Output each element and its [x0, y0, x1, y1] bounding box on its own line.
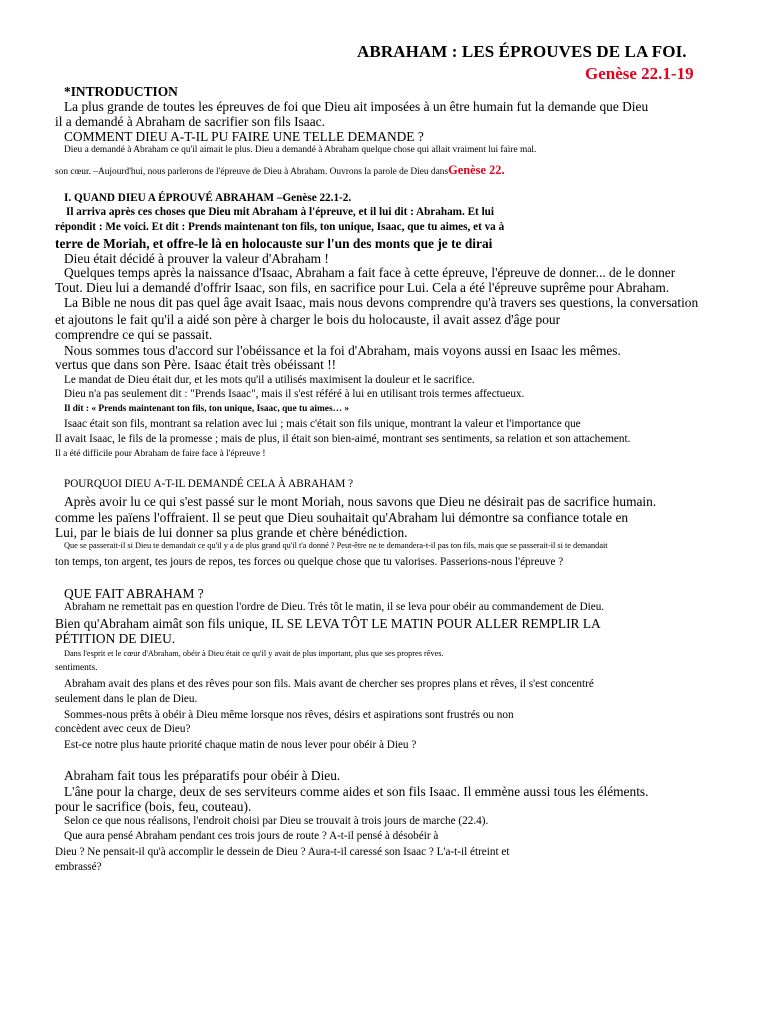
body-line: et ajoutons le fait qu'il a aidé son père à charger le bois du holocauste, il avait assez d'âge pour — [55, 312, 561, 327]
body-line: L'âne pour la charge, deux de ses serviteurs comme aides et son fils Isaac. Il emmène aussi tous les éléments. — [64, 784, 649, 799]
body-line: vertus que dans son Père. Isaac était très obéissant !! — [55, 357, 337, 372]
body-line: Nous sommes tous d'accord sur l'obéissance et la foi d'Abraham, mais voyons aussi en Isaac les mêmes. — [64, 343, 621, 358]
body-line: Abraham fait tous les préparatifs pour obéir à Dieu. — [64, 768, 341, 783]
body-line: Lui, par le biais de lui donner sa plus grande et chère bénédiction. — [55, 525, 408, 540]
body-line: embrassé? — [55, 861, 102, 873]
body-line: Le mandat de Dieu était dur, et les mots qu'il a utilisés maximisent la douleur et le sacrifice. — [64, 374, 475, 386]
body-line: Dieu était décidé à prouver la valeur d'Abraham ! — [64, 251, 329, 266]
body-line: comme les païens l'offraient. Il se peut que Dieu souhaitait qu'Abraham lui démontre sa confiance totale en — [55, 510, 629, 525]
body-line: Sommes-nous prêts à obéir à Dieu même lorsque nos rêves, désirs et aspirations sont frustrés ou non — [64, 709, 514, 721]
section-heading: QUE FAIT ABRAHAM ? — [64, 586, 204, 601]
body-line: pour le sacrifice (bois, feu, couteau). — [55, 799, 252, 814]
body-line: Dans l'esprit et le cœur d'Abraham, obéir à Dieu était ce qu'il y avait de plus important, plus que ses propres rêves. — [64, 649, 444, 658]
body-line: seulement dans le plan de Dieu. — [55, 693, 198, 705]
body-line: Selon ce que nous réalisons, l'endroit choisi par Dieu se trouvait à trois jours de marche (22.4). — [64, 815, 489, 827]
body-line: ton temps, ton argent, tes jours de repos, tes forces ou quelque chose que tu valorises. Passerions-nous l'épreuve ? — [55, 556, 564, 568]
body-line: Quelques temps après la naissance d'Isaac, Abraham a fait face à cette épreuve, l'épreuve de donner... de le donner — [64, 265, 676, 280]
body-line: Est-ce notre plus haute priorité chaque matin de nous lever pour obéir à Dieu ? — [64, 739, 417, 751]
body-line: Il avait Isaac, le fils de la promesse ; mais de plus, il était son bien-aimé, montrant ses sentiments, sa relation et son attachement. — [55, 433, 631, 445]
body-line: Tout. Dieu lui a demandé d'offrir Isaac, son fils, en sacrifice pour Lui. Cela a été l'épreuve suprême pour Abraham. — [55, 280, 670, 295]
body-line: Que aura pensé Abraham pendant ces trois jours de route ? A-t-il pensé à désobéir à — [64, 830, 439, 842]
body-line: concèdent avec ceux de Dieu? — [55, 723, 191, 735]
intro-heading: *INTRODUCTION — [64, 84, 178, 99]
intro-paragraph-line: La plus grande de toutes les épreuves de foi que Dieu ait imposées à un être humain fut la demande que Dieu — [64, 99, 649, 114]
body-line: Après avoir lu ce qui s'est passé sur le mont Moriah, nous savons que Dieu ne désirait pas de sacrifice humain. — [64, 494, 657, 509]
document-title: ABRAHAM : LES ÉPROUVES DE LA FOI. — [357, 42, 687, 61]
intro-paragraph-line — [55, 164, 505, 178]
body-line: Que se passerait-il si Dieu te demandait ce qu'il y a de plus grand qu'il t'a donné ? Peut-être ne te demandera-t-il pas ton fils, mais que se passerait-il si te demandait — [64, 541, 608, 550]
intro-question: COMMENT DIEU A-T-IL PU FAIRE UNE TELLE DEMANDE ? — [64, 129, 424, 144]
intro-reference: Genèse 22. — [448, 163, 505, 177]
body-line: Isaac était son fils, montrant sa relation avec lui ; mais c'était son fils unique, montrant la valeur et l'importance que — [64, 418, 581, 430]
body-line: Dieu n'a pas seulement dit : "Prends Isaac", mais il s'est référé à lui en utilisant trois termes affectueux. — [64, 388, 525, 400]
body-line: Dieu ? Ne pensait-il qu'à accomplir le dessein de Dieu ? Aura-t-il caressé son Isaac ? L'a-t-il étreint et — [55, 846, 510, 858]
intro-paragraph-line: il a demandé à Abraham de sacrifier son fils Isaac. — [55, 114, 325, 129]
body-line: comprendre ce qui se passait. — [55, 327, 213, 342]
body-line: Il a été difficile pour Abraham de faire face à l'épreuve ! — [55, 449, 266, 459]
intro-text: son cœur. –Aujourd'hui, nous parlerons de l'épreuve de Dieu à Abraham. Ouvrons la parole de Dieu dans — [55, 167, 449, 177]
body-line: Abraham ne remettait pas en question l'ordre de Dieu. Très tôt le matin, il se leva pour obéir au commandement de Dieu. — [64, 601, 605, 613]
body-line: sentiments. — [55, 663, 98, 673]
body-line: La Bible ne nous dit pas quel âge avait Isaac, mais nous devons comprendre qu'à travers ses questions, la conversation — [64, 295, 699, 310]
verse-line: Il arriva après ces choses que Dieu mit Abraham à l'épreuve, et il lui dit : Abraham. Et lui — [66, 206, 495, 218]
section-heading: POURQUOI DIEU A-T-IL DEMANDÉ CELA À ABRAHAM ? — [64, 478, 354, 490]
verse-line: terre de Moriah, et offre-le là en holocauste sur l'un des monts que je te dirai — [55, 236, 493, 251]
scripture-reference: Genèse 22.1-19 — [585, 64, 694, 83]
verse-quote: Il dit : « Prends maintenant ton fils, ton unique, Isaac, que tu aimes… » — [64, 404, 350, 414]
intro-paragraph-line: Dieu a demandé à Abraham ce qu'il aimait le plus. Dieu a demandé à Abraham quelque chose qui allait vraiment lui faire mal. — [64, 145, 537, 155]
section-heading: I. QUAND DIEU A ÉPROUVÉ ABRAHAM –Genèse 22.1-2. — [64, 192, 352, 204]
body-line: Bien qu'Abraham aimât son fils unique, IL SE LEVA TÔT LE MATIN POUR ALLER REMPLIR LA — [55, 616, 601, 631]
verse-line: répondit : Me voici. Et dit : Prends maintenant ton fils, ton unique, Isaac, que tu aimes, et va à — [55, 221, 505, 233]
body-line: Abraham avait des plans et des rêves pour son fils. Mais avant de chercher ses propres plans et rêves, il s'est concentré — [64, 678, 594, 690]
body-line: PÉTITION DE DIEU. — [55, 631, 176, 646]
